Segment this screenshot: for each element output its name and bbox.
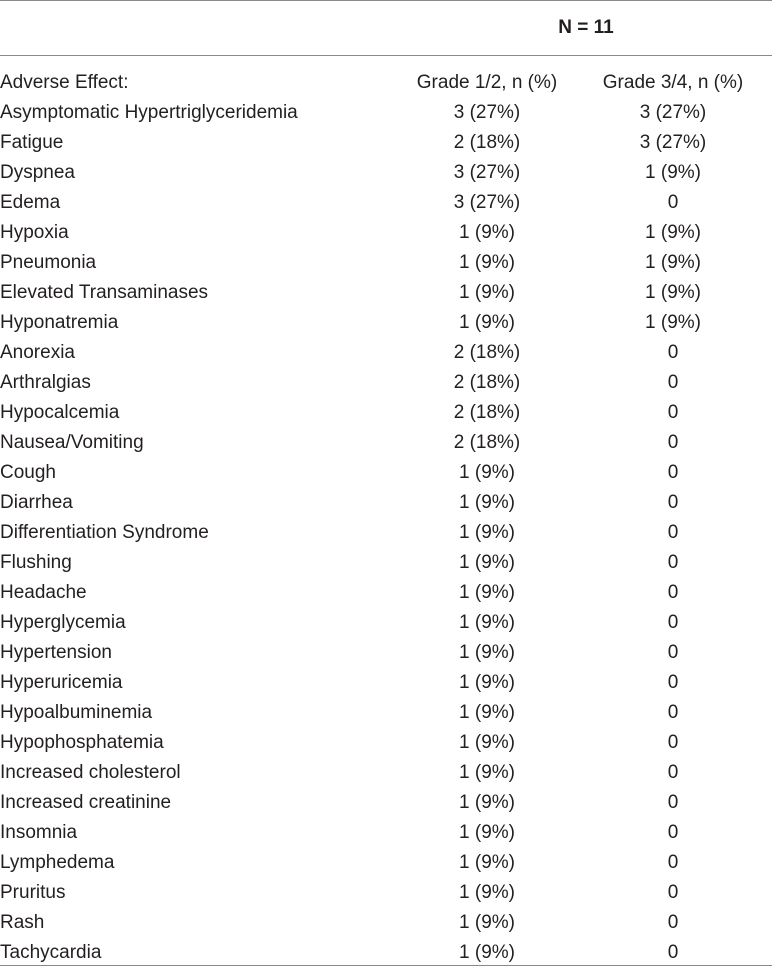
grade-3-4-value: 0	[667, 762, 679, 783]
grade-1-2-value: 2 (18%)	[453, 402, 521, 423]
adverse-effect-name: Hypoalbuminemia	[0, 702, 153, 723]
grade-3-4-value: 0	[667, 192, 679, 213]
adverse-effect-name: Increased cholesterol	[0, 762, 181, 783]
grade-3-4-value: 0	[667, 912, 679, 933]
adverse-effect-name: Hyponatremia	[0, 312, 119, 333]
grade-3-4-value: 1 (9%)	[645, 162, 701, 183]
grade-1-2-value: 1 (9%)	[459, 792, 515, 813]
table-row	[0, 488, 772, 518]
table-row	[0, 548, 772, 578]
table-row	[0, 368, 772, 398]
adverse-effect-name: Differentiation Syndrome	[0, 522, 209, 543]
grade-1-2-value: 1 (9%)	[459, 522, 515, 543]
grade-3-4-value: 0	[667, 792, 679, 813]
table-row	[0, 818, 772, 848]
adverse-effect-name: Nausea/Vomiting	[0, 432, 144, 453]
grade-1-2-value: 1 (9%)	[459, 882, 515, 903]
grade-1-2-value: 1 (9%)	[459, 492, 515, 513]
grade-3-4-value: 0	[667, 702, 679, 723]
grade-3-4-value: 0	[667, 402, 679, 423]
table-row	[0, 458, 772, 488]
cohort-size-label: N = 11	[558, 16, 614, 38]
table-row	[0, 248, 772, 278]
column-header-row	[0, 68, 772, 98]
grade-1-2-value: 1 (9%)	[459, 702, 515, 723]
adverse-effect-name: Hypophosphatemia	[0, 732, 164, 753]
adverse-effect-name: Pneumonia	[0, 252, 97, 273]
grade-1-2-value: 1 (9%)	[459, 642, 515, 663]
grade-1-2-value: 1 (9%)	[459, 852, 515, 873]
table-row	[0, 938, 772, 968]
grade-1-2-value: 3 (27%)	[453, 102, 521, 123]
header-rule	[0, 55, 772, 56]
table-row	[0, 848, 772, 878]
table-row	[0, 338, 772, 368]
table-row	[0, 578, 772, 608]
grade-3-4-value: 0	[667, 612, 679, 633]
grade-1-2-value: 1 (9%)	[459, 912, 515, 933]
adverse-effect-name: Anorexia	[0, 342, 75, 363]
table-row	[0, 518, 772, 548]
grade-1-2-value: 1 (9%)	[459, 222, 515, 243]
grade-3-4-value: 1 (9%)	[645, 222, 701, 243]
grade-3-4-value: 0	[667, 342, 679, 363]
grade-1-2-value: 1 (9%)	[459, 582, 515, 603]
grade-1-2-value: 1 (9%)	[459, 612, 515, 633]
grade-3-4-value: 3 (27%)	[639, 102, 707, 123]
table-row	[0, 308, 772, 338]
grade-1-2-value: 2 (18%)	[453, 132, 521, 153]
adverse-effect-name: Pruritus	[0, 882, 66, 903]
table-row	[0, 878, 772, 908]
grade-3-4-value: 1 (9%)	[645, 312, 701, 333]
adverse-effect-name: Insomnia	[0, 822, 78, 843]
grade-3-4-value: 0	[667, 882, 679, 903]
table-row	[0, 428, 772, 458]
adverse-effect-name: Arthralgias	[0, 372, 91, 393]
grade-1-2-value: 3 (27%)	[453, 162, 521, 183]
adverse-effect-name: Rash	[0, 912, 45, 933]
table-row	[0, 668, 772, 698]
table-row	[0, 608, 772, 638]
grade-3-4-value: 3 (27%)	[639, 132, 707, 153]
table-row	[0, 728, 772, 758]
adverse-effect-name: Asymptomatic Hypertriglyceridemia	[0, 102, 298, 123]
adverse-effect-name: Headache	[0, 582, 87, 603]
adverse-effect-name: Dyspnea	[0, 162, 75, 183]
adverse-effect-name: Tachycardia	[0, 942, 102, 963]
grade-1-2-value: 1 (9%)	[459, 552, 515, 573]
cohort-header	[0, 0, 772, 55]
table-row	[0, 638, 772, 668]
grade-1-2-value: 2 (18%)	[453, 342, 521, 363]
adverse-effect-name: Hyperglycemia	[0, 612, 126, 633]
grade-3-4-value: 1 (9%)	[645, 252, 701, 273]
grade-3-4-value: 0	[667, 432, 679, 453]
column-header-grade-3-4: Grade 3/4, n (%)	[602, 72, 744, 93]
column-header-adverse-effect: Adverse Effect:	[0, 72, 129, 93]
column-header-grade-1-2: Grade 1/2, n (%)	[416, 72, 558, 93]
grade-1-2-value: 3 (27%)	[453, 192, 521, 213]
adverse-effect-name: Hypocalcemia	[0, 402, 120, 423]
grade-1-2-value: 1 (9%)	[459, 762, 515, 783]
grade-1-2-value: 1 (9%)	[459, 942, 515, 963]
adverse-effect-name: Elevated Transaminases	[0, 282, 209, 303]
adverse-effect-name: Flushing	[0, 552, 72, 573]
adverse-effects-grid	[0, 68, 772, 968]
adverse-effect-name: Edema	[0, 192, 61, 213]
grade-1-2-value: 1 (9%)	[459, 462, 515, 483]
grade-1-2-value: 1 (9%)	[459, 252, 515, 273]
grade-3-4-value: 0	[667, 492, 679, 513]
grade-3-4-value: 0	[667, 372, 679, 393]
table-row	[0, 218, 772, 248]
adverse-effect-name: Diarrhea	[0, 492, 73, 513]
grade-1-2-value: 2 (18%)	[453, 372, 521, 393]
grade-3-4-value: 0	[667, 462, 679, 483]
grade-3-4-value: 1 (9%)	[645, 282, 701, 303]
grade-1-2-value: 2 (18%)	[453, 432, 521, 453]
grade-3-4-value: 0	[667, 552, 679, 573]
table-row	[0, 278, 772, 308]
grade-3-4-value: 0	[667, 732, 679, 753]
table-row	[0, 398, 772, 428]
adverse-effect-name: Hyperuricemia	[0, 672, 123, 693]
table-row	[0, 188, 772, 218]
grade-3-4-value: 0	[667, 642, 679, 663]
table-row	[0, 908, 772, 938]
grade-3-4-value: 0	[667, 822, 679, 843]
table-row	[0, 698, 772, 728]
grade-3-4-value: 0	[667, 942, 679, 963]
grade-3-4-value: 0	[667, 672, 679, 693]
grade-3-4-value: 0	[667, 582, 679, 603]
table-row	[0, 98, 772, 128]
grade-3-4-value: 0	[667, 852, 679, 873]
grade-1-2-value: 1 (9%)	[459, 822, 515, 843]
adverse-effect-name: Hypertension	[0, 642, 112, 663]
adverse-effect-name: Cough	[0, 462, 56, 483]
table-row	[0, 158, 772, 188]
grade-1-2-value: 1 (9%)	[459, 282, 515, 303]
table-row	[0, 128, 772, 158]
table-row	[0, 758, 772, 788]
grade-1-2-value: 1 (9%)	[459, 312, 515, 333]
adverse-effect-name: Increased creatinine	[0, 792, 172, 813]
adverse-effect-name: Hypoxia	[0, 222, 69, 243]
adverse-effect-name: Lymphedema	[0, 852, 115, 873]
grade-1-2-value: 1 (9%)	[459, 732, 515, 753]
grade-3-4-value: 0	[667, 522, 679, 543]
adverse-effect-name: Fatigue	[0, 132, 64, 153]
grade-1-2-value: 1 (9%)	[459, 672, 515, 693]
table-row	[0, 788, 772, 818]
